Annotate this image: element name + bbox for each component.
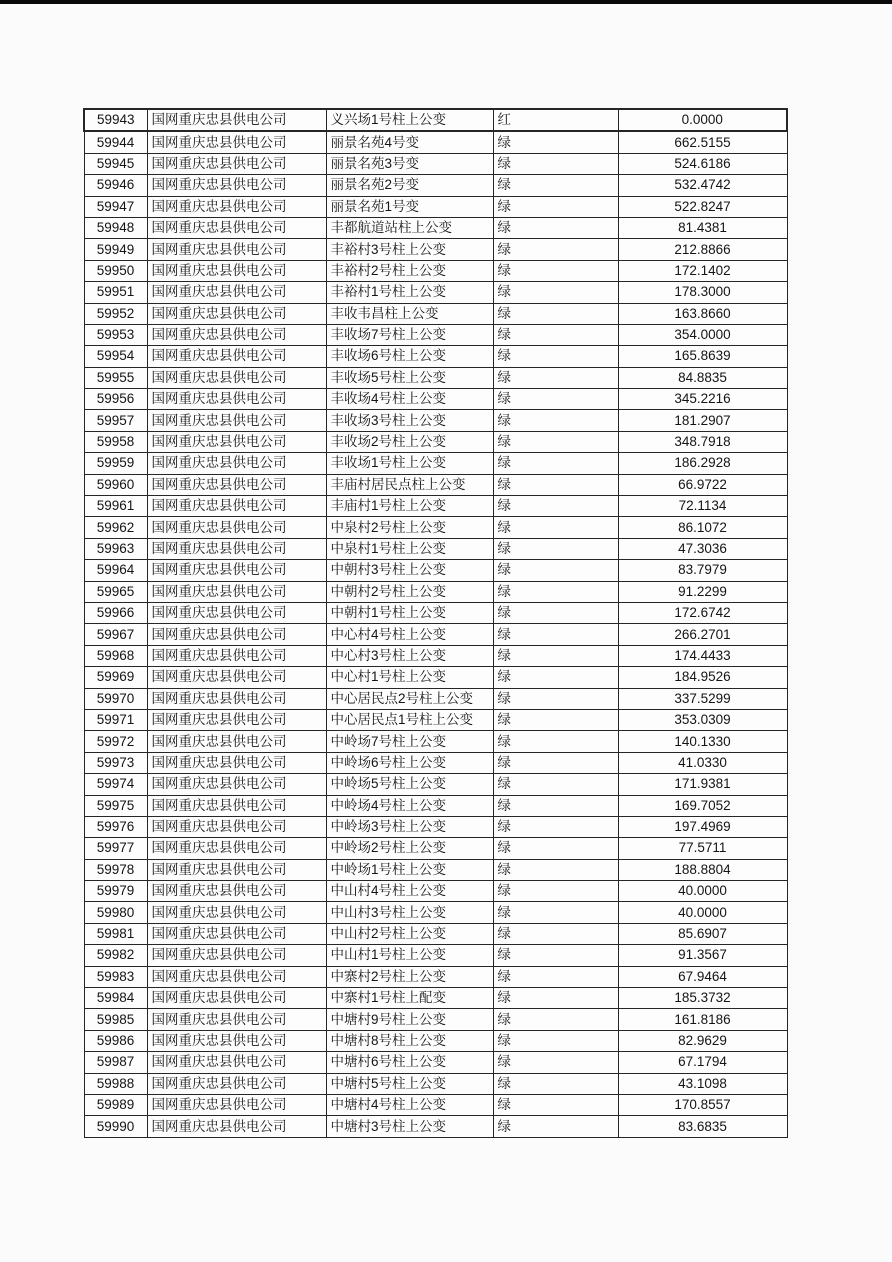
cell-company: 国网重庆忠县供电公司 (147, 581, 326, 602)
cell-status: 绿 (493, 389, 618, 410)
cell-company: 国网重庆忠县供电公司 (147, 346, 326, 367)
cell-value: 91.3567 (618, 945, 787, 966)
cell-id: 59973 (84, 752, 147, 773)
cell-company: 国网重庆忠县供电公司 (147, 239, 326, 260)
cell-status: 绿 (493, 175, 618, 196)
cell-name: 中岭场7号柱上公变 (326, 731, 493, 752)
cell-id: 59955 (84, 367, 147, 388)
cell-value: 181.2907 (618, 410, 787, 431)
cell-value: 67.9464 (618, 966, 787, 987)
table-row (84, 1094, 787, 1115)
cell-value: 197.4969 (618, 816, 787, 837)
cell-name: 中塘村6号柱上公变 (326, 1052, 493, 1073)
cell-value: 83.6835 (618, 1116, 787, 1137)
cell-name: 中塘村8号柱上公变 (326, 1030, 493, 1051)
cell-status: 绿 (493, 923, 618, 944)
cell-company: 国网重庆忠县供电公司 (147, 1030, 326, 1051)
cell-id: 59969 (84, 667, 147, 688)
cell-status: 绿 (493, 282, 618, 303)
cell-value: 40.0000 (618, 902, 787, 923)
cell-company: 国网重庆忠县供电公司 (147, 709, 326, 730)
cell-name: 丰都航道站柱上公变 (326, 217, 493, 238)
cell-status: 绿 (493, 346, 618, 367)
cell-id: 59943 (84, 109, 147, 131)
cell-status: 绿 (493, 709, 618, 730)
cell-company: 国网重庆忠县供电公司 (147, 1073, 326, 1094)
table-row (84, 410, 787, 431)
cell-name: 丰收场6号柱上公变 (326, 346, 493, 367)
cell-value: 185.3732 (618, 988, 787, 1009)
table-row (84, 217, 787, 238)
cell-id: 59946 (84, 175, 147, 196)
cell-name: 中朝村1号柱上公变 (326, 602, 493, 623)
cell-name: 中塘村9号柱上公变 (326, 1009, 493, 1030)
cell-id: 59952 (84, 303, 147, 324)
cell-id: 59976 (84, 816, 147, 837)
cell-value: 354.0000 (618, 324, 787, 345)
cell-id: 59966 (84, 602, 147, 623)
cell-name: 中岭场4号柱上公变 (326, 795, 493, 816)
cell-value: 169.7052 (618, 795, 787, 816)
cell-value: 524.6186 (618, 153, 787, 174)
cell-name: 丽景名苑1号变 (326, 196, 493, 217)
cell-id: 59956 (84, 389, 147, 410)
cell-name: 丰收场4号柱上公变 (326, 389, 493, 410)
cell-name: 中心居民点1号柱上公变 (326, 709, 493, 730)
cell-company: 国网重庆忠县供电公司 (147, 538, 326, 559)
cell-name: 中塘村3号柱上公变 (326, 1116, 493, 1137)
cell-id: 59981 (84, 923, 147, 944)
cell-value: 81.4381 (618, 217, 787, 238)
cell-company: 国网重庆忠县供电公司 (147, 688, 326, 709)
table-row (84, 453, 787, 474)
cell-value: 77.5711 (618, 838, 787, 859)
cell-company: 国网重庆忠县供电公司 (147, 1052, 326, 1073)
cell-status: 绿 (493, 367, 618, 388)
cell-value: 165.8639 (618, 346, 787, 367)
cell-name: 中塘村5号柱上公变 (326, 1073, 493, 1094)
cell-company: 国网重庆忠县供电公司 (147, 881, 326, 902)
table-body (84, 109, 787, 1137)
cell-status: 绿 (493, 945, 618, 966)
table-row (84, 752, 787, 773)
cell-status: 绿 (493, 688, 618, 709)
cell-id: 59947 (84, 196, 147, 217)
cell-status: 绿 (493, 902, 618, 923)
cell-company: 国网重庆忠县供电公司 (147, 795, 326, 816)
cell-status: 绿 (493, 645, 618, 666)
cell-status: 绿 (493, 1116, 618, 1137)
cell-id: 59948 (84, 217, 147, 238)
cell-id: 59957 (84, 410, 147, 431)
cell-name: 中心村4号柱上公变 (326, 624, 493, 645)
table-row (84, 902, 787, 923)
cell-name: 中塘村4号柱上公变 (326, 1094, 493, 1115)
cell-value: 212.8866 (618, 239, 787, 260)
table-row (84, 923, 787, 944)
cell-value: 84.8835 (618, 367, 787, 388)
cell-name: 义兴场1号柱上公变 (326, 109, 493, 131)
cell-status: 绿 (493, 1094, 618, 1115)
table-row (84, 1030, 787, 1051)
cell-value: 353.0309 (618, 709, 787, 730)
table-row (84, 624, 787, 645)
table-row (84, 260, 787, 281)
cell-value: 662.5155 (618, 131, 787, 153)
cell-status: 绿 (493, 410, 618, 431)
cell-company: 国网重庆忠县供电公司 (147, 923, 326, 944)
cell-status: 绿 (493, 496, 618, 517)
cell-status: 绿 (493, 774, 618, 795)
cell-name: 中心居民点2号柱上公变 (326, 688, 493, 709)
table-row (84, 239, 787, 260)
transformer-table-container (83, 108, 788, 1138)
cell-status: 绿 (493, 1073, 618, 1094)
table-row (84, 1009, 787, 1030)
cell-company: 国网重庆忠县供电公司 (147, 731, 326, 752)
table-row (84, 153, 787, 174)
cell-name: 丰裕村1号柱上公变 (326, 282, 493, 303)
cell-company: 国网重庆忠县供电公司 (147, 838, 326, 859)
cell-value: 186.2928 (618, 453, 787, 474)
cell-company: 国网重庆忠县供电公司 (147, 752, 326, 773)
cell-status: 绿 (493, 453, 618, 474)
cell-value: 337.5299 (618, 688, 787, 709)
cell-name: 中岭场6号柱上公变 (326, 752, 493, 773)
table-row (84, 431, 787, 452)
cell-id: 59984 (84, 988, 147, 1009)
cell-value: 345.2216 (618, 389, 787, 410)
cell-id: 59985 (84, 1009, 147, 1030)
table-row (84, 346, 787, 367)
cell-id: 59961 (84, 496, 147, 517)
cell-name: 中寨村2号柱上公变 (326, 966, 493, 987)
cell-name: 中岭场5号柱上公变 (326, 774, 493, 795)
cell-id: 59989 (84, 1094, 147, 1115)
cell-value: 67.1794 (618, 1052, 787, 1073)
cell-id: 59987 (84, 1052, 147, 1073)
cell-id: 59968 (84, 645, 147, 666)
table-row (84, 324, 787, 345)
cell-id: 59986 (84, 1030, 147, 1051)
cell-value: 161.8186 (618, 1009, 787, 1030)
cell-value: 0.0000 (618, 109, 787, 131)
cell-name: 丰庙村居民点柱上公变 (326, 474, 493, 495)
cell-status: 绿 (493, 131, 618, 153)
cell-name: 中泉村2号柱上公变 (326, 517, 493, 538)
table-row (84, 109, 787, 131)
table-row (84, 688, 787, 709)
cell-name: 中朝村2号柱上公变 (326, 581, 493, 602)
cell-status: 绿 (493, 517, 618, 538)
cell-status: 绿 (493, 581, 618, 602)
cell-company: 国网重庆忠县供电公司 (147, 109, 326, 131)
cell-id: 59974 (84, 774, 147, 795)
cell-company: 国网重庆忠县供电公司 (147, 645, 326, 666)
cell-status: 绿 (493, 153, 618, 174)
table-row (84, 881, 787, 902)
table-row (84, 131, 787, 153)
table-row (84, 538, 787, 559)
cell-id: 59944 (84, 131, 147, 153)
cell-id: 59954 (84, 346, 147, 367)
cell-value: 85.6907 (618, 923, 787, 944)
table-row (84, 602, 787, 623)
cell-company: 国网重庆忠县供电公司 (147, 988, 326, 1009)
cell-company: 国网重庆忠县供电公司 (147, 1009, 326, 1030)
table-row (84, 731, 787, 752)
cell-status: 绿 (493, 538, 618, 559)
cell-company: 国网重庆忠县供电公司 (147, 303, 326, 324)
cell-status: 红 (493, 109, 618, 131)
cell-value: 82.9629 (618, 1030, 787, 1051)
cell-company: 国网重庆忠县供电公司 (147, 474, 326, 495)
table-row (84, 474, 787, 495)
cell-value: 140.1330 (618, 731, 787, 752)
table-row (84, 175, 787, 196)
cell-status: 绿 (493, 731, 618, 752)
cell-name: 丽景名苑3号变 (326, 153, 493, 174)
table-row (84, 196, 787, 217)
cell-status: 绿 (493, 196, 618, 217)
cell-id: 59970 (84, 688, 147, 709)
cell-company: 国网重庆忠县供电公司 (147, 196, 326, 217)
cell-id: 59964 (84, 560, 147, 581)
cell-value: 178.3000 (618, 282, 787, 303)
transformer-table (83, 108, 788, 1138)
cell-company: 国网重庆忠县供电公司 (147, 902, 326, 923)
cell-value: 40.0000 (618, 881, 787, 902)
cell-name: 丰庙村1号柱上公变 (326, 496, 493, 517)
cell-id: 59958 (84, 431, 147, 452)
cell-value: 172.1402 (618, 260, 787, 281)
cell-status: 绿 (493, 303, 618, 324)
cell-value: 66.9722 (618, 474, 787, 495)
cell-company: 国网重庆忠县供电公司 (147, 431, 326, 452)
cell-company: 国网重庆忠县供电公司 (147, 217, 326, 238)
table-row (84, 945, 787, 966)
cell-value: 522.8247 (618, 196, 787, 217)
table-row (84, 1073, 787, 1094)
cell-status: 绿 (493, 1009, 618, 1030)
cell-status: 绿 (493, 431, 618, 452)
cell-value: 47.3036 (618, 538, 787, 559)
cell-id: 59950 (84, 260, 147, 281)
cell-id: 59979 (84, 881, 147, 902)
cell-id: 59962 (84, 517, 147, 538)
table-row (84, 303, 787, 324)
cell-company: 国网重庆忠县供电公司 (147, 260, 326, 281)
cell-status: 绿 (493, 752, 618, 773)
table-row (84, 645, 787, 666)
table-row (84, 838, 787, 859)
cell-company: 国网重庆忠县供电公司 (147, 624, 326, 645)
cell-status: 绿 (493, 795, 618, 816)
cell-value: 532.4742 (618, 175, 787, 196)
cell-company: 国网重庆忠县供电公司 (147, 517, 326, 538)
cell-id: 59967 (84, 624, 147, 645)
cell-status: 绿 (493, 667, 618, 688)
cell-name: 丰收韦昌柱上公变 (326, 303, 493, 324)
cell-company: 国网重庆忠县供电公司 (147, 453, 326, 474)
cell-company: 国网重庆忠县供电公司 (147, 667, 326, 688)
cell-company: 国网重庆忠县供电公司 (147, 602, 326, 623)
cell-name: 中山村2号柱上公变 (326, 923, 493, 944)
cell-company: 国网重庆忠县供电公司 (147, 859, 326, 880)
page-top-border (0, 0, 892, 4)
cell-id: 59975 (84, 795, 147, 816)
cell-value: 188.8804 (618, 859, 787, 880)
cell-name: 中泉村1号柱上公变 (326, 538, 493, 559)
cell-value: 348.7918 (618, 431, 787, 452)
cell-id: 59949 (84, 239, 147, 260)
cell-status: 绿 (493, 838, 618, 859)
cell-name: 丽景名苑4号变 (326, 131, 493, 153)
cell-id: 59945 (84, 153, 147, 174)
cell-id: 59980 (84, 902, 147, 923)
cell-value: 266.2701 (618, 624, 787, 645)
cell-id: 59959 (84, 453, 147, 474)
table-row (84, 966, 787, 987)
table-row (84, 774, 787, 795)
cell-id: 59983 (84, 966, 147, 987)
cell-name: 丰收场2号柱上公变 (326, 431, 493, 452)
cell-name: 中山村1号柱上公变 (326, 945, 493, 966)
cell-name: 丰收场5号柱上公变 (326, 367, 493, 388)
cell-company: 国网重庆忠县供电公司 (147, 367, 326, 388)
cell-id: 59960 (84, 474, 147, 495)
cell-status: 绿 (493, 1052, 618, 1073)
cell-company: 国网重庆忠县供电公司 (147, 324, 326, 345)
cell-id: 59971 (84, 709, 147, 730)
table-row (84, 816, 787, 837)
cell-status: 绿 (493, 324, 618, 345)
cell-company: 国网重庆忠县供电公司 (147, 966, 326, 987)
table-row (84, 581, 787, 602)
cell-company: 国网重庆忠县供电公司 (147, 1116, 326, 1137)
cell-company: 国网重庆忠县供电公司 (147, 282, 326, 303)
cell-company: 国网重庆忠县供电公司 (147, 153, 326, 174)
cell-name: 中山村4号柱上公变 (326, 881, 493, 902)
cell-id: 59978 (84, 859, 147, 880)
cell-status: 绿 (493, 217, 618, 238)
cell-name: 丰收场3号柱上公变 (326, 410, 493, 431)
cell-company: 国网重庆忠县供电公司 (147, 1094, 326, 1115)
cell-status: 绿 (493, 859, 618, 880)
cell-value: 86.1072 (618, 517, 787, 538)
cell-name: 中岭场3号柱上公变 (326, 816, 493, 837)
cell-company: 国网重庆忠县供电公司 (147, 816, 326, 837)
cell-company: 国网重庆忠县供电公司 (147, 945, 326, 966)
cell-name: 丰收场7号柱上公变 (326, 324, 493, 345)
table-row (84, 1052, 787, 1073)
cell-name: 丽景名苑2号变 (326, 175, 493, 196)
table-row (84, 282, 787, 303)
cell-status: 绿 (493, 881, 618, 902)
cell-id: 59951 (84, 282, 147, 303)
cell-value: 43.1098 (618, 1073, 787, 1094)
cell-status: 绿 (493, 602, 618, 623)
cell-company: 国网重庆忠县供电公司 (147, 410, 326, 431)
cell-status: 绿 (493, 560, 618, 581)
cell-status: 绿 (493, 988, 618, 1009)
cell-name: 丰裕村3号柱上公变 (326, 239, 493, 260)
cell-company: 国网重庆忠县供电公司 (147, 496, 326, 517)
cell-company: 国网重庆忠县供电公司 (147, 560, 326, 581)
table-row (84, 367, 787, 388)
cell-value: 41.0330 (618, 752, 787, 773)
cell-company: 国网重庆忠县供电公司 (147, 175, 326, 196)
cell-status: 绿 (493, 239, 618, 260)
table-row (84, 859, 787, 880)
cell-status: 绿 (493, 260, 618, 281)
cell-value: 171.9381 (618, 774, 787, 795)
table-row (84, 517, 787, 538)
cell-name: 丰裕村2号柱上公变 (326, 260, 493, 281)
cell-value: 184.9526 (618, 667, 787, 688)
cell-name: 中山村3号柱上公变 (326, 902, 493, 923)
table-row (84, 389, 787, 410)
cell-name: 中岭场1号柱上公变 (326, 859, 493, 880)
cell-value: 170.8557 (618, 1094, 787, 1115)
cell-id: 59990 (84, 1116, 147, 1137)
cell-status: 绿 (493, 966, 618, 987)
cell-id: 59977 (84, 838, 147, 859)
cell-company: 国网重庆忠县供电公司 (147, 389, 326, 410)
cell-value: 163.8660 (618, 303, 787, 324)
cell-id: 59972 (84, 731, 147, 752)
table-row (84, 496, 787, 517)
table-row (84, 560, 787, 581)
cell-id: 59965 (84, 581, 147, 602)
cell-status: 绿 (493, 624, 618, 645)
table-row (84, 1116, 787, 1137)
cell-company: 国网重庆忠县供电公司 (147, 131, 326, 153)
cell-name: 中心村1号柱上公变 (326, 667, 493, 688)
cell-status: 绿 (493, 816, 618, 837)
cell-value: 72.1134 (618, 496, 787, 517)
cell-value: 174.4433 (618, 645, 787, 666)
cell-name: 中心村3号柱上公变 (326, 645, 493, 666)
table-row (84, 709, 787, 730)
cell-value: 83.7979 (618, 560, 787, 581)
cell-id: 59953 (84, 324, 147, 345)
cell-status: 绿 (493, 1030, 618, 1051)
cell-company: 国网重庆忠县供电公司 (147, 774, 326, 795)
cell-name: 中朝村3号柱上公变 (326, 560, 493, 581)
cell-name: 中寨村1号柱上配变 (326, 988, 493, 1009)
table-row (84, 795, 787, 816)
cell-value: 91.2299 (618, 581, 787, 602)
cell-id: 59988 (84, 1073, 147, 1094)
cell-id: 59963 (84, 538, 147, 559)
cell-name: 中岭场2号柱上公变 (326, 838, 493, 859)
cell-status: 绿 (493, 474, 618, 495)
table-row (84, 667, 787, 688)
cell-value: 172.6742 (618, 602, 787, 623)
cell-id: 59982 (84, 945, 147, 966)
table-row (84, 988, 787, 1009)
cell-name: 丰收场1号柱上公变 (326, 453, 493, 474)
